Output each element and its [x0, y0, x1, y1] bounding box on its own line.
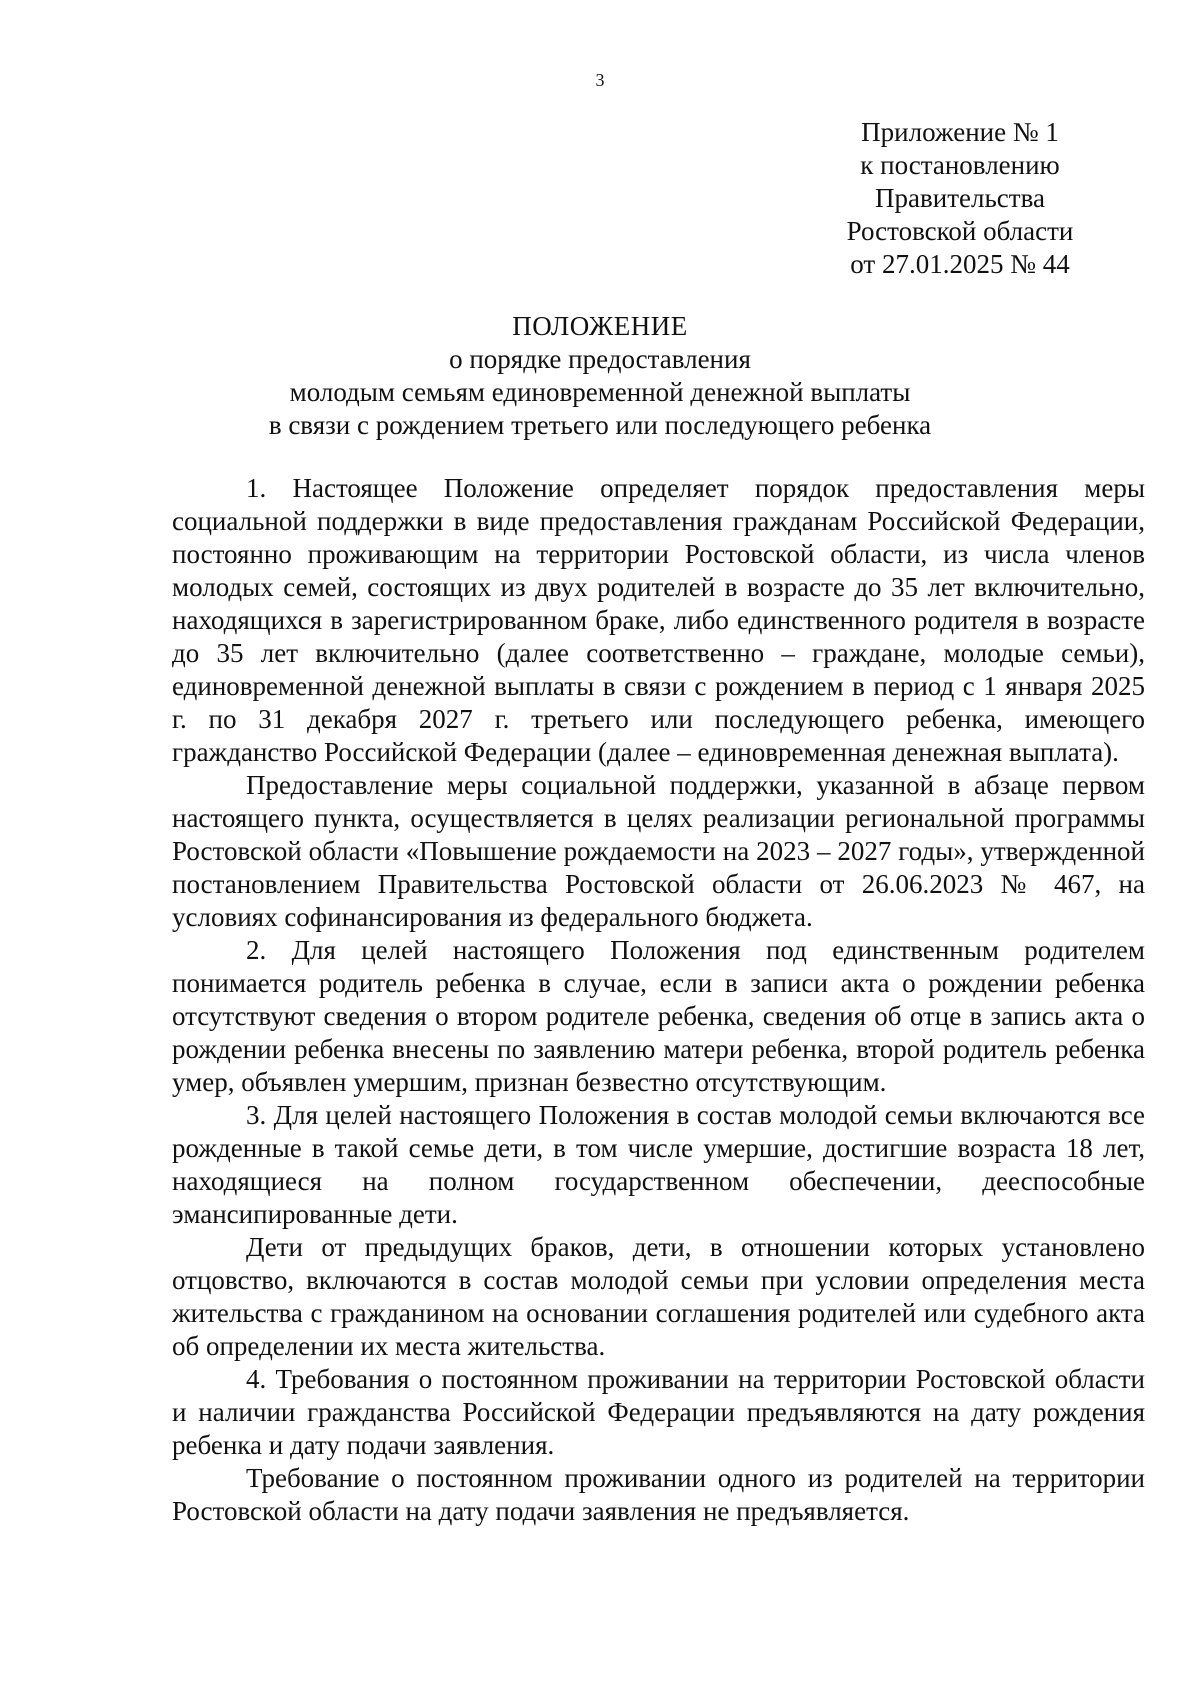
paragraph-3-abstract-2: Дети от предыдущих браков, дети, в отношении которых установлено отцовство, включаются в состав молодой семьи при условии определения места жительства с гражданином на основании соглашения родителей или судебного акта об определении их места жительства.: [172, 1232, 1145, 1361]
paragraph-4: 4. Требования о постоянном проживании на территории Ростовской области и наличии гражданства Российской Федерации предъявляются на дату рождения ребенка и дату подачи заявления.: [172, 1364, 1145, 1460]
paragraph-1: 1. Настоящее Положение определяет порядок предоставления меры социальной поддержки в виде предоставления гражданам Российской Федерации, постоянно проживающим на территории Ростовской области, из числа членов молодых семей, состоящих из двух родителей в возрасте до 35 лет включительно, находящихся в зарегистрированном браке, либо единственного родителя в возрасте до 35 лет включительно (далее соответственно – граждане, молодые семьи), единовременной денежной выплаты в связи с рождением в период с 1 января 2025 г. по 31 декабря 2027 г. третьего или последующего ребенка, имеющего гражданство Российской Федерации (далее – единовременная денежная выплата).: [172, 473, 1145, 767]
document-subtitle-line: молодым семьям единовременной денежной выплаты: [289, 377, 911, 407]
annex-line: от 27.01.2025 № 44: [850, 249, 1070, 279]
annex-line: Правительства: [875, 183, 1045, 213]
annex-line: Ростовской области: [846, 216, 1074, 246]
document-body: [172, 472, 1145, 1528]
paragraph-2: 2. Для целей настоящего Положения под единственным родителем понимается родитель ребенка в случае, если в записи акта о рождении ребенка отсутствуют сведения о втором родителе ребенка, сведения об отце в запись акта о рождении ребенка внесены по заявлению матери ребенка, второй родитель ребенка умер, объявлен умершим, признан безвестно отсутствующим.: [172, 935, 1145, 1097]
document-subtitle-line: о порядке предоставления: [449, 344, 751, 374]
paragraph-3: 3. Для целей настоящего Положения в состав молодой семьи включаются все рожденные в такой семье дети, в том числе умершие, достигшие возраста 18 лет, находящиеся на полном государственном обеспечении, дееспособные эмансипированные дети.: [172, 1100, 1145, 1229]
paragraph-1-abstract-2: Предоставление меры социальной поддержки, указанной в абзаце первом настоящего пункта, осуществляется в целях реализации региональной программы Ростовской области «Повышение рождаемости на 2023 – 2027 годы», утвержденной постановлением Правительства Ростовской области от 26.06.2023 № 467, на условиях софинансирования из федерального бюджета.: [172, 770, 1145, 932]
document-title-block: [150, 310, 1050, 442]
annex-line: к постановлению: [860, 150, 1060, 180]
annex-line: Приложение № 1: [861, 117, 1059, 147]
document-subtitle-line: в связи с рождением третьего или последующего ребенка: [268, 410, 932, 440]
annex-header: [760, 116, 1160, 281]
page-number: 3: [595, 70, 605, 90]
document-title: ПОЛОЖЕНИЕ: [512, 311, 688, 341]
paragraph-4-abstract-2: Требование о постоянном проживании одного из родителей на территории Ростовской области на дату подачи заявления не предъявляется.: [172, 1463, 1145, 1526]
